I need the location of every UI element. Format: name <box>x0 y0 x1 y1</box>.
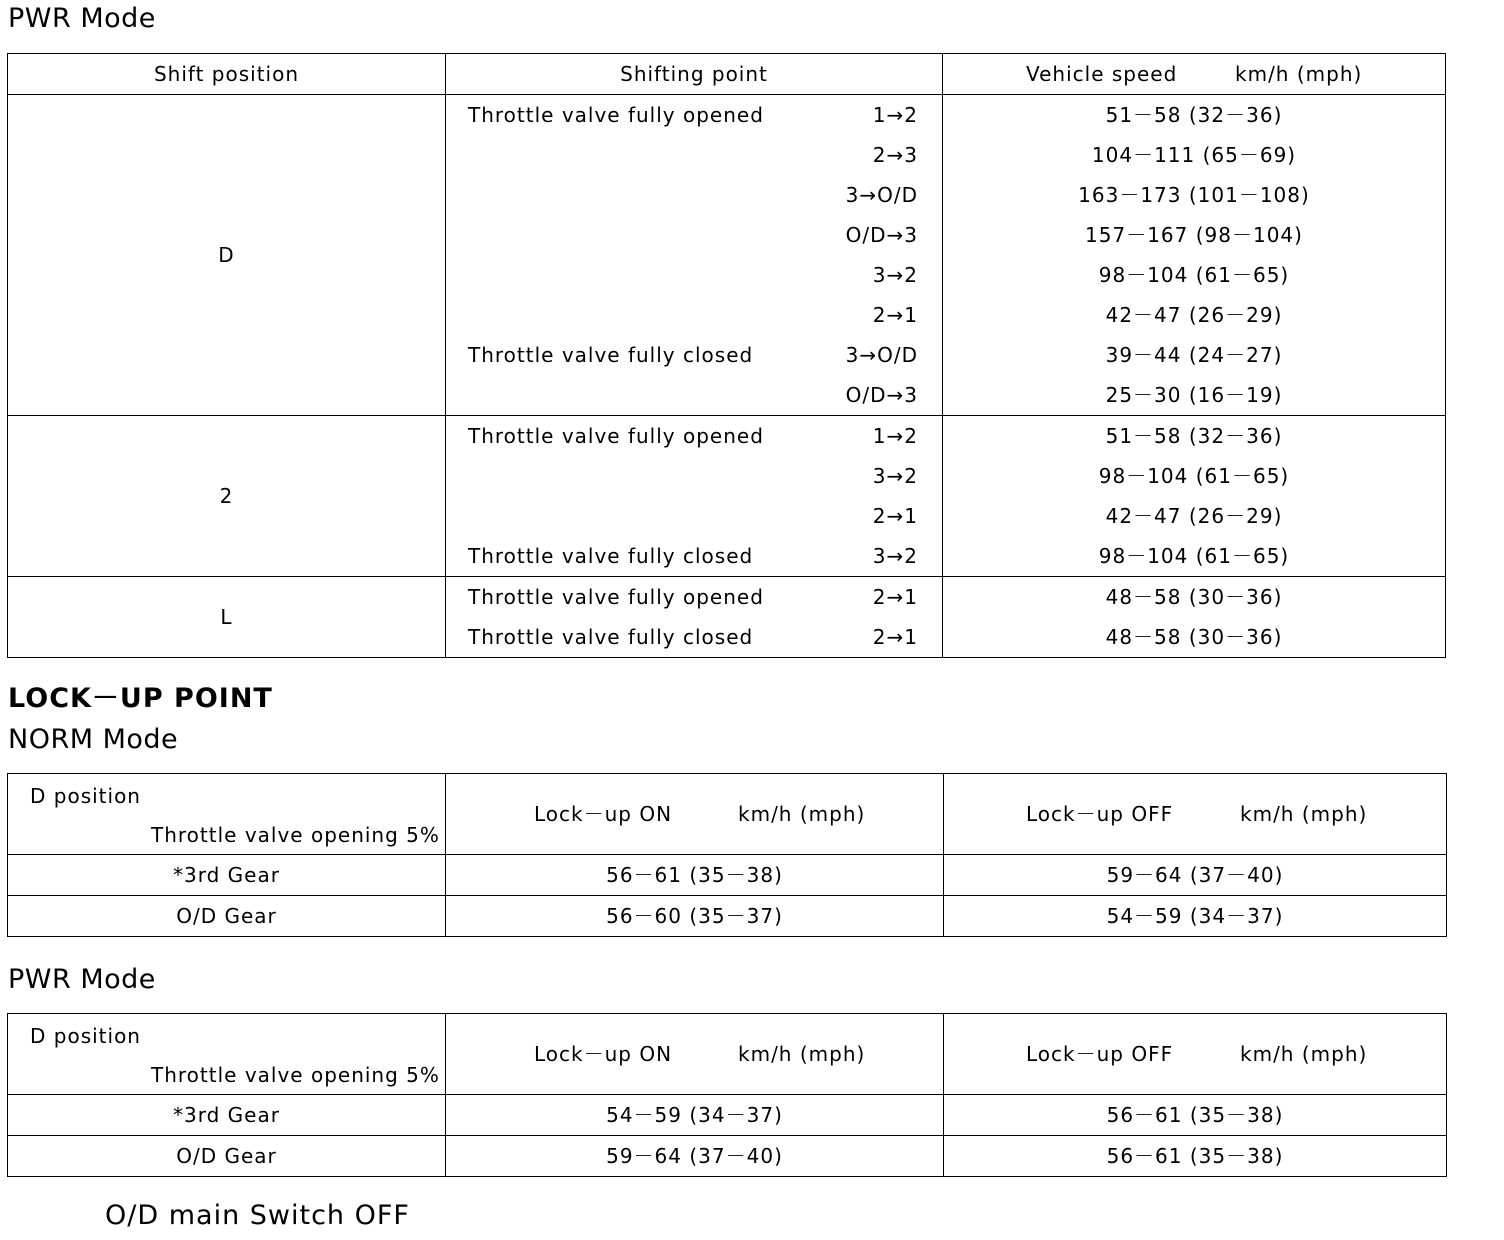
shift-table-header-row <box>8 54 1446 95</box>
shift-group-l <box>8 577 1446 658</box>
vehicle-speed-cell <box>943 416 1446 577</box>
speed-value: 51－58 (32－36) <box>1105 103 1283 127</box>
shift-row: Throttle valve fully opened 1→2 <box>468 103 918 127</box>
lockup-off-value: 54－59 (34－37) <box>944 896 1447 937</box>
position-header-cell <box>8 774 446 855</box>
shifting-point-cell <box>446 95 943 416</box>
shift-row: O/D→3 <box>845 383 918 407</box>
speed-value: 98－104 (61－65) <box>1098 263 1290 287</box>
vehicle-speed-cell <box>943 577 1446 658</box>
lockup-off-header: Lock－up OFF km/h (mph) <box>944 1014 1447 1095</box>
pwr-shift-title: PWR Mode <box>8 3 156 34</box>
gear-cell: O/D Gear <box>8 1136 446 1177</box>
shift-row: Throttle valve fully opened 2→1 <box>468 585 918 609</box>
speed-value: 25－30 (16－19) <box>1105 383 1283 407</box>
shift-row: 2→1 <box>872 303 918 327</box>
shift-position-header: Shift position <box>8 54 446 95</box>
gear-cell: O/D Gear <box>8 896 446 937</box>
speed-value: 157－167 (98－104) <box>1085 223 1303 247</box>
pwr-lockup-title: PWR Mode <box>8 964 156 995</box>
shift-row: Throttle valve fully closed 2→1 <box>468 625 918 649</box>
vehicle-speed-header <box>943 54 1446 95</box>
shift-row: 3→2 <box>872 464 918 488</box>
d-position-label: D position <box>30 784 141 808</box>
speed-value: 51－58 (32－36) <box>1105 424 1283 448</box>
gear-cell: *3rd Gear <box>8 1095 446 1136</box>
shifting-point-header: Shifting point <box>446 54 943 95</box>
shift-row: 2→1 <box>872 504 918 528</box>
table-row <box>8 1136 1447 1177</box>
lockup-off-value: 56－61 (35－38) <box>944 1095 1447 1136</box>
speed-value: 42－47 (26－29) <box>1105 504 1283 528</box>
lockup-off-value: 56－61 (35－38) <box>944 1136 1447 1177</box>
lockup-on-header: Lock－up ON km/h (mph) <box>446 1014 944 1095</box>
d-position-label: D position <box>30 1024 141 1048</box>
speed-value: 42－47 (26－29) <box>1105 303 1283 327</box>
lockup-header-row <box>8 774 1447 855</box>
lockup-pwr-table <box>7 1013 1447 1177</box>
speed-value: 98－104 (61－65) <box>1098 464 1290 488</box>
shift-row: O/D→3 <box>845 223 918 247</box>
shift-row: Throttle valve fully closed 3→2 <box>468 544 918 568</box>
shift-point-table <box>7 53 1446 658</box>
lockup-on-value: 56－60 (35－37) <box>446 896 944 937</box>
lockup-on-value: 56－61 (35－38) <box>446 855 944 896</box>
shift-group-2 <box>8 416 1446 577</box>
shift-position-cell: D <box>8 95 446 416</box>
table-row <box>8 855 1447 896</box>
lockup-off-value: 59－64 (37－40) <box>944 855 1447 896</box>
vehicle-speed-cell <box>943 95 1446 416</box>
speed-value: 163－173 (101－108) <box>1078 183 1310 207</box>
lockup-on-value: 54－59 (34－37) <box>446 1095 944 1136</box>
speed-value: 104－111 (65－69) <box>1091 143 1297 167</box>
shift-position-cell: 2 <box>8 416 446 577</box>
shift-row: 3→2 <box>872 263 918 287</box>
table-row <box>8 1095 1447 1136</box>
shift-row: 3→O/D <box>845 183 918 207</box>
speed-value: 48－58 (30－36) <box>1105 625 1283 649</box>
lockup-header-row <box>8 1014 1447 1095</box>
lockup-off-header: Lock－up OFF km/h (mph) <box>944 774 1447 855</box>
lockup-title: LOCK－UP POINT <box>8 683 273 714</box>
shift-row: Throttle valve fully closed 3→O/D <box>468 343 918 367</box>
shift-position-cell: L <box>8 577 446 658</box>
vehicle-speed-unit: km/h (mph) <box>1235 62 1363 86</box>
speed-value: 98－104 (61－65) <box>1098 544 1290 568</box>
shifting-point-cell <box>446 577 943 658</box>
table-row <box>8 896 1447 937</box>
norm-mode-title: NORM Mode <box>8 724 179 755</box>
shift-group-d <box>8 95 1446 416</box>
gear-cell: *3rd Gear <box>8 855 446 896</box>
lockup-norm-table <box>7 773 1447 937</box>
shift-row: Throttle valve fully opened 1→2 <box>468 424 918 448</box>
lockup-on-header: Lock－up ON km/h (mph) <box>446 774 944 855</box>
speed-value: 39－44 (24－27) <box>1105 343 1283 367</box>
shift-row: 2→3 <box>872 143 918 167</box>
od-switch-footnote: O/D main Switch OFF <box>105 1200 410 1231</box>
speed-value: 48－58 (30－36) <box>1105 585 1283 609</box>
vehicle-speed-label: Vehicle speed <box>1026 62 1178 86</box>
throttle-opening-label: Throttle valve opening 5% <box>151 823 440 847</box>
throttle-opening-label: Throttle valve opening 5% <box>151 1063 440 1087</box>
lockup-on-value: 59－64 (37－40) <box>446 1136 944 1177</box>
position-header-cell <box>8 1014 446 1095</box>
shifting-point-cell <box>446 416 943 577</box>
